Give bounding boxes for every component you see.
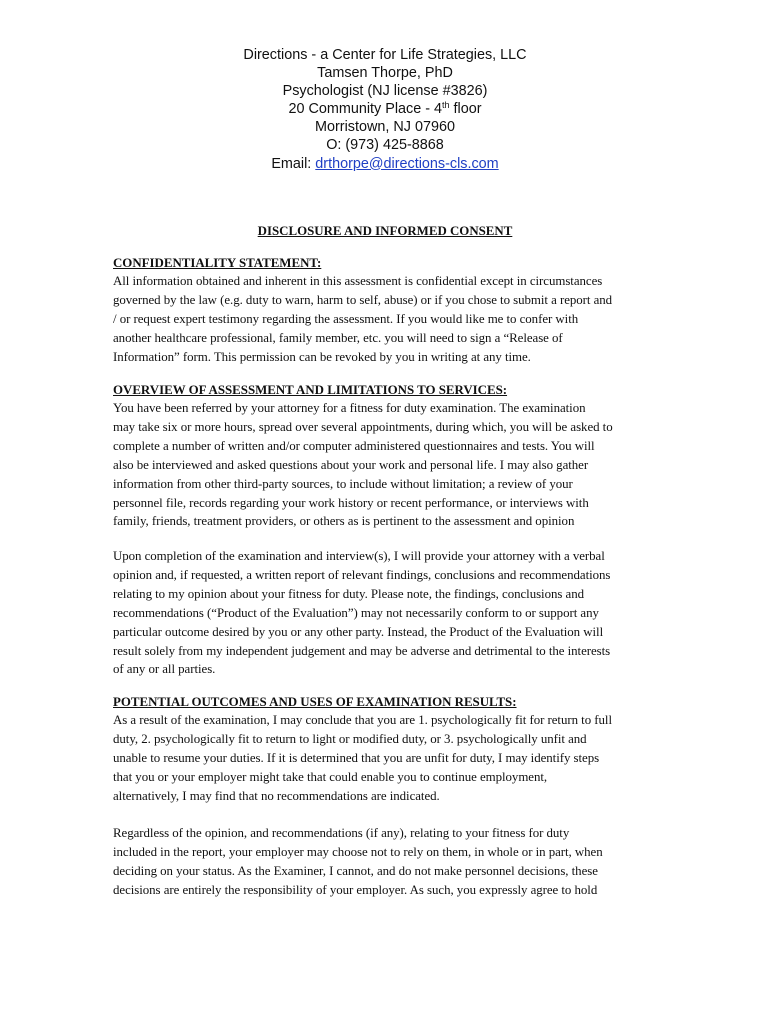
- city-line: Morristown, NJ 07960: [315, 119, 455, 136]
- text-line: Upon completion of the examination and interview(s), I will provide your attorney with a verbal: [113, 549, 605, 563]
- text-line: result solely from my independent judgement and may be adverse and detrimental to the interests: [113, 643, 611, 658]
- address-superscript: th: [442, 100, 450, 111]
- paragraph-outcomes-1: [113, 711, 658, 806]
- paragraph-confidentiality: [113, 272, 658, 367]
- letterhead: [0, 46, 770, 173]
- text-line: complete a number of written and/or computer administered questionnaires and tests. You will: [113, 438, 595, 453]
- phone-line: O: (973) 425-8868: [326, 137, 444, 154]
- email-line: [0, 155, 770, 173]
- text-line: alternatively, I may find that no recommendations are indicated.: [113, 788, 440, 803]
- text-line: deciding on your status. As the Examiner, I cannot, and do not make personnel decisions, these: [113, 863, 598, 878]
- text-line: particular outcome desired by you or any other party. Instead, the Product of the Evaluation will: [113, 624, 604, 639]
- paragraph-overview-2: [113, 547, 658, 679]
- text-line: family, friends, treatment providers, or others as is pertinent to the assessment and opinion: [113, 514, 575, 529]
- text-line: All information obtained and inherent in this assessment is confidential except in circumstances: [113, 274, 603, 288]
- text-line: You have been referred by your attorney for a fitness for duty examination. The examination: [113, 401, 586, 415]
- psychologist-title: Psychologist (NJ license #3826): [282, 83, 488, 100]
- paragraph-overview-1: [113, 399, 658, 531]
- text-line: decisions are entirely the responsibility of your employer. As such, you expressly agree to hold: [113, 882, 598, 897]
- psychologist-name: Tamsen Thorpe, PhD: [317, 65, 453, 82]
- document-title: DISCLOSURE AND INFORMED CONSENT: [257, 224, 513, 238]
- text-line: opinion and, if requested, a written report of relevant findings, conclusions and recommendations: [113, 567, 611, 582]
- text-line: Regardless of the opinion, and recommendations (if any), relating to your fitness for duty: [113, 826, 570, 840]
- text-line: another healthcare professional, family member, etc. you will need to sign a “Release of: [113, 330, 563, 345]
- address-suffix: floor: [449, 101, 482, 118]
- text-line: that you or your employer might take that could enable you to continue employment,: [113, 769, 548, 784]
- text-line: included in the report, your employer may choose not to rely on them, in whole or in part, when: [113, 844, 603, 859]
- text-line: unable to resume your duties. If it is determined that you are unfit for duty, I may identify steps: [113, 750, 600, 765]
- text-line: personnel file, records regarding your work history or recent performance, or interviews with: [113, 495, 589, 510]
- section-heading-confidentiality: CONFIDENTIALITY STATEMENT:: [113, 256, 322, 270]
- text-line: duty, 2. psychologically fit to return to light or modified duty, or 3. psychologically unfit and: [113, 731, 587, 746]
- section-heading-outcomes: POTENTIAL OUTCOMES AND USES OF EXAMINATION RESULTS:: [113, 695, 517, 709]
- text-line: of any or all parties.: [113, 662, 216, 677]
- text-line: governed by the law (e.g. duty to warn, harm to self, abuse) or if you chose to submit a report and: [113, 292, 613, 307]
- address-line: [0, 100, 770, 118]
- text-line: may take six or more hours, spread over several appointments, during which, you will be asked to: [113, 419, 613, 434]
- text-line: / or request expert testimony regarding the assessment. If you would like me to confer with: [113, 311, 579, 326]
- email-link[interactable]: drthorpe@directions-cls.com: [315, 155, 499, 172]
- text-line: relating to my opinion about your fitness for duty. Please note, the findings, conclusions and: [113, 586, 584, 601]
- text-line: also be interviewed and asked questions about your work and personal life. I may also gather: [113, 457, 589, 472]
- org-name: Directions - a Center for Life Strategies, LLC: [243, 47, 527, 63]
- text-line: As a result of the examination, I may conclude that you are 1. psychologically fit for return to full: [113, 713, 612, 727]
- email-label: Email:: [271, 155, 316, 172]
- text-line: information from other third-party sources, to include without limitation; a review of your: [113, 476, 573, 491]
- text-line: recommendations (“Product of the Evaluation”) may not necessarily conform to or support any: [113, 605, 599, 620]
- address-prefix: 20 Community Place - 4: [288, 101, 443, 118]
- paragraph-outcomes-2: [113, 824, 658, 900]
- section-heading-overview: OVERVIEW OF ASSESSMENT AND LIMITATIONS TO SERVICES:: [113, 383, 508, 397]
- text-line: Information” form. This permission can be revoked by you in writing at any time.: [113, 349, 531, 364]
